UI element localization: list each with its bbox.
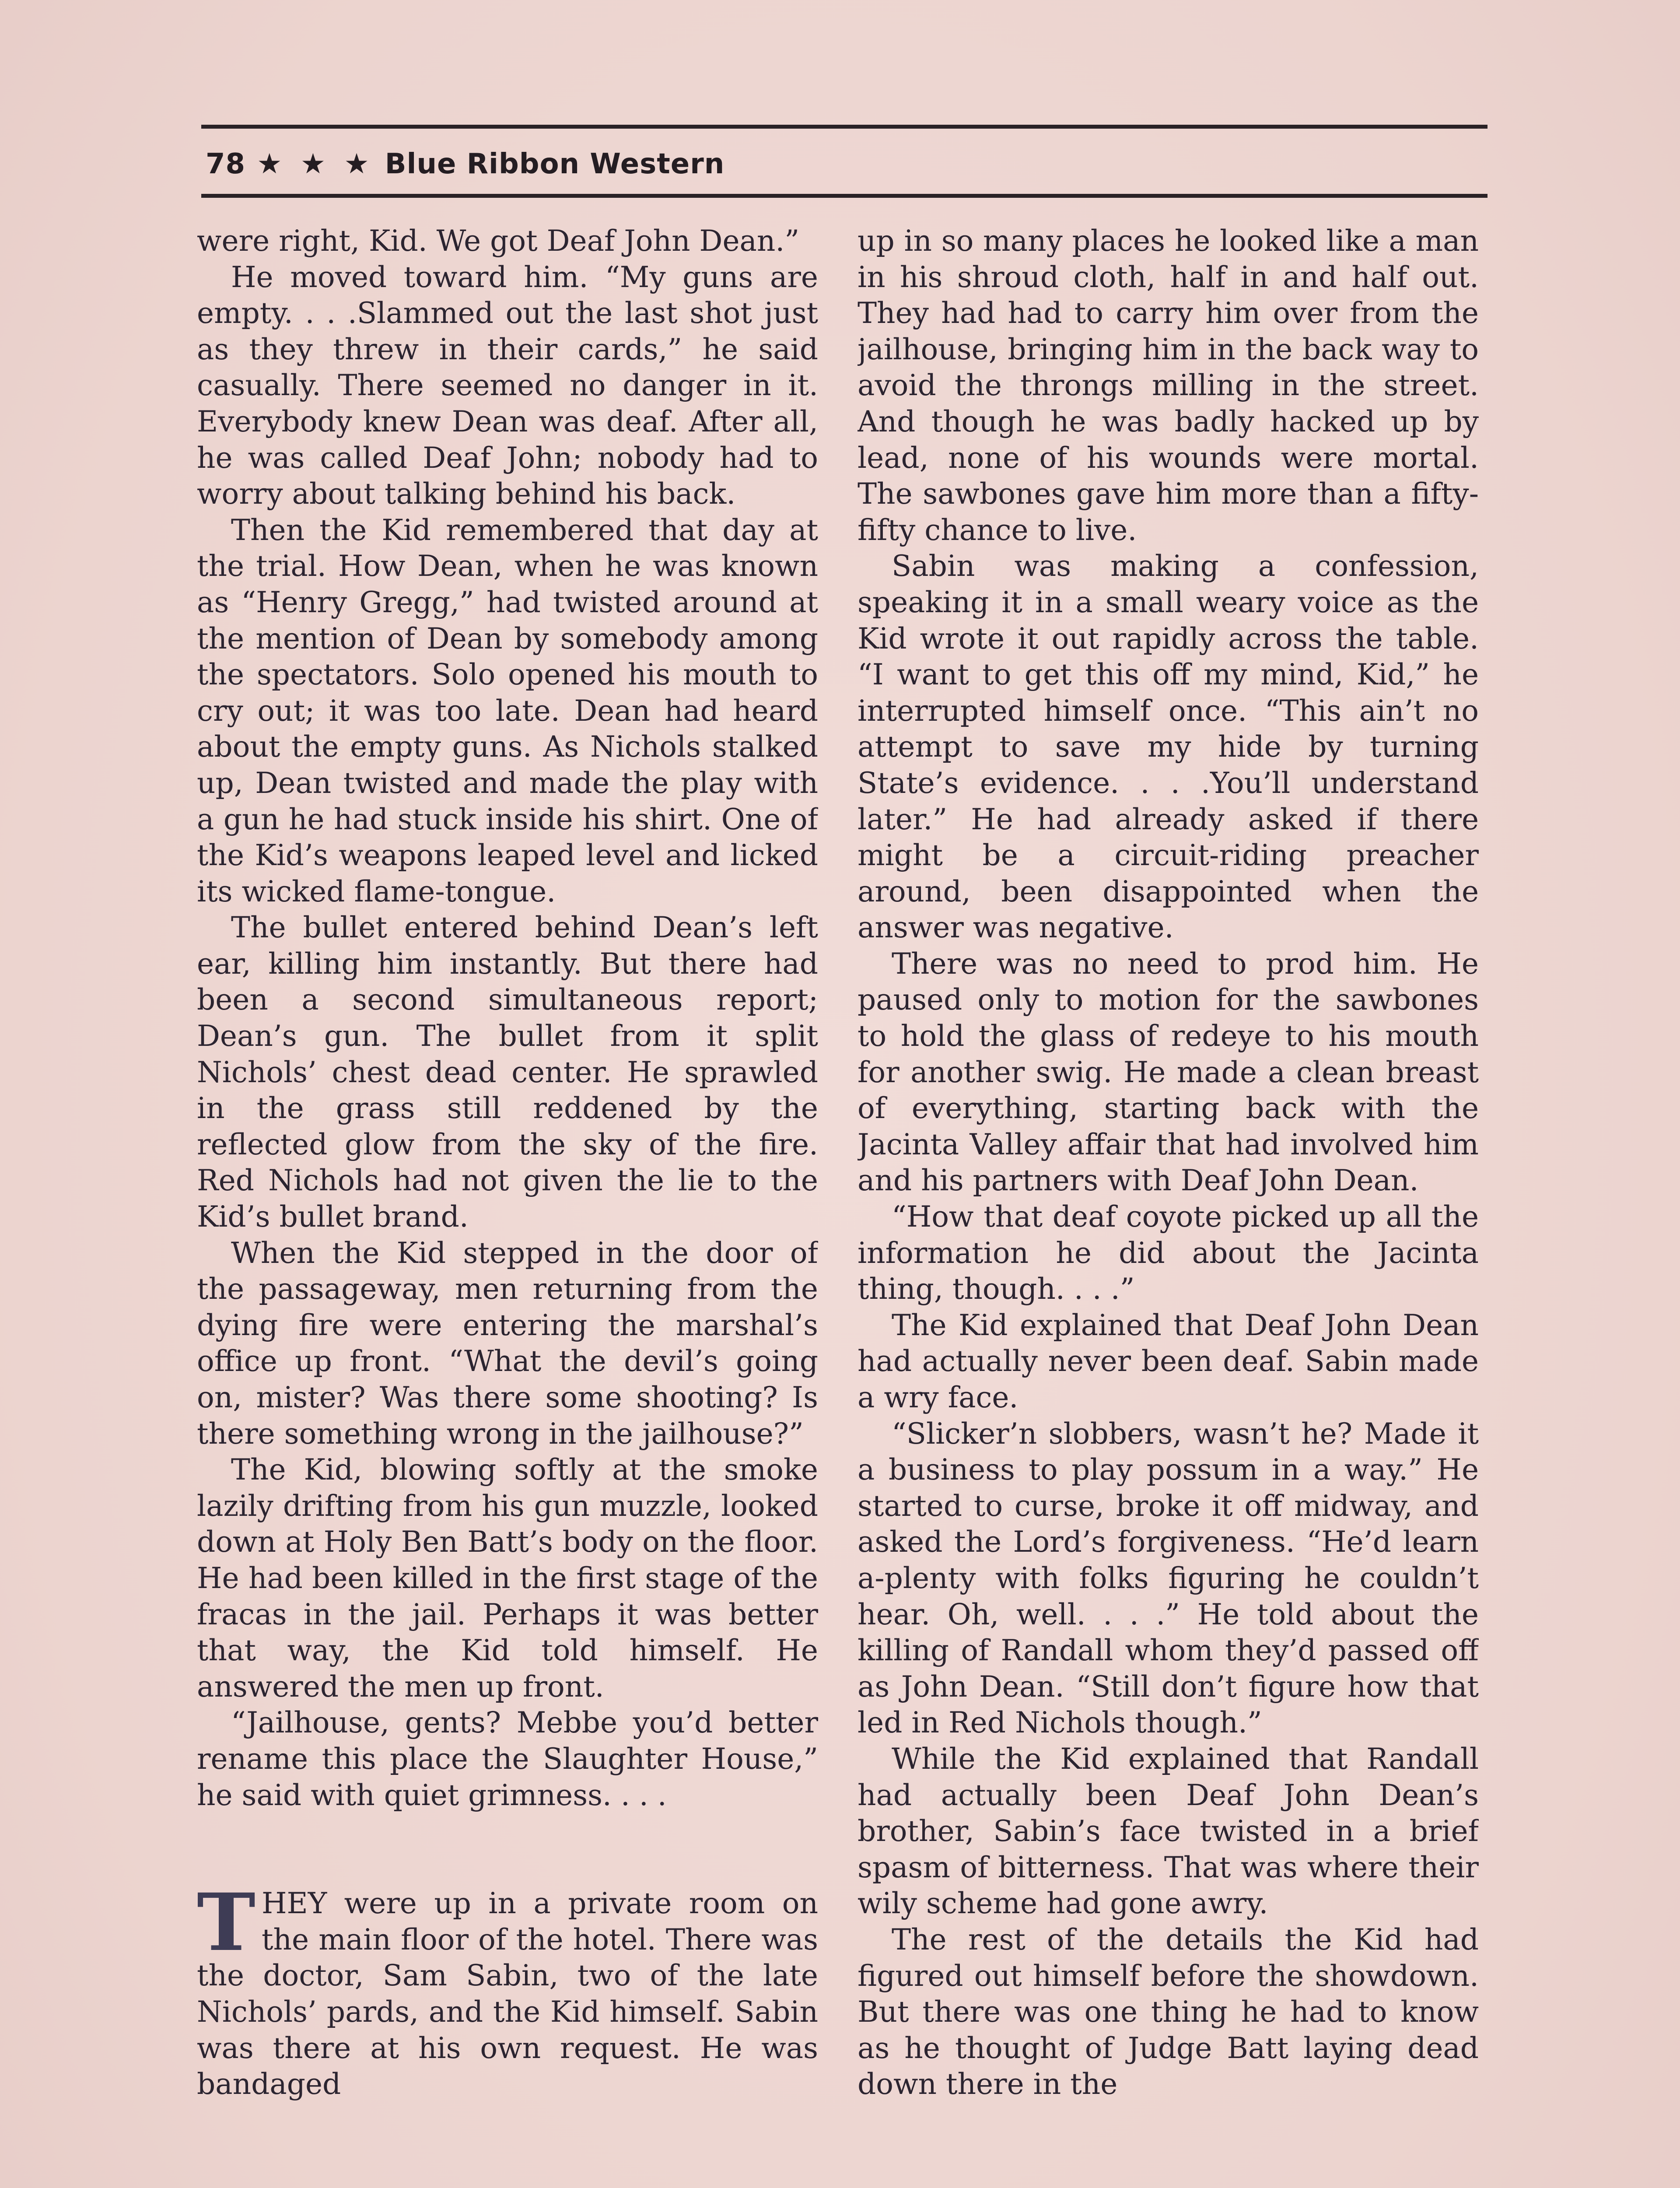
running-header bbox=[206, 138, 724, 190]
story-paragraph: When the Kid stepped in the door of the passageway, men returning from the dying fire were entering the marshal’s office up front. “What the devil’s going on, mister? Was there some shooting? Is there something wrong in the jailhouse?” bbox=[197, 1236, 818, 1451]
story-paragraph: were right, Kid. We got Deaf John Dean.” bbox=[197, 224, 800, 258]
story-paragraph: There was no need to prod him. He paused only to motion for the sawbones to hold the glass of redeye to his mouth for another swig. He made a clean breast of everything, starting back with the Jacinta Valley affair that had involved him and his partners with Deaf John Dean. bbox=[858, 947, 1479, 1198]
star-ornaments: ★ ★ ★ bbox=[257, 148, 374, 180]
magazine-title: Blue Ribbon Western bbox=[385, 148, 725, 180]
story-paragraph: The rest of the details the Kid had figured out himself before the showdown. But there was one thing he had to know as he thought of Judge Batt laying dead down there in the bbox=[858, 1922, 1479, 2101]
story-paragraph: up in so many places he looked like a man in his shroud cloth, half in and half out. They had had to carry him over from the jailhouse, bringing him in the back way to avoid the throngs milling in the street. And though he was badly hacked up by lead, none of his wounds were mortal. The sawbones gave him more than a fifty-fifty chance to live. bbox=[858, 224, 1479, 547]
right-text-column bbox=[858, 223, 1479, 2188]
story-paragraph: “Jailhouse, gents? Mebbe you’d better rename this place the Slaughter House,” he said with quiet grimness. . . . bbox=[197, 1706, 818, 1812]
story-paragraph: He moved toward him. “My guns are empty. . . .Slammed out the last shot just as they threw in their cards,” he said casually. There seemed no danger in it. Everybody knew Dean was deaf. After all, he was called Deaf John; nobody had to worry about talking behind his back. bbox=[197, 260, 818, 511]
left-text-column bbox=[197, 223, 818, 2188]
section-break bbox=[197, 1813, 818, 1886]
story-paragraph: Then the Kid remembered that day at the trial. How Dean, when he was known as “Henry Gregg,” had twisted around at the mention of Dean by somebody among the spectators. Solo opened his mouth to cry out; it was too late. Dean had heard about the empty guns. As Nichols stalked up, Dean twisted and made the play with a gun he had stuck inside his shirt. One of the Kid’s weapons leaped level and licked its wicked flame-tongue. bbox=[197, 513, 818, 908]
story-paragraph: The Kid, blowing softly at the smoke lazily drifting from his gun muzzle, looked down at Holy Ben Batt’s body on the floor. He had been killed in the first stage of the fracas in the jail. Perhaps it was better that way, the Kid told himself. He answered the men up front. bbox=[197, 1453, 818, 1704]
header-top-rule bbox=[201, 125, 1488, 129]
header-bottom-rule bbox=[201, 194, 1488, 198]
story-paragraph: “Slicker’n slobbers, wasn’t he? Made it a business to play possum in a way.” He started to curse, broke it off midway, and asked the Lord’s forgiveness. “He’d learn a-plenty with folks figuring he couldn’t hear. Oh, well. . . .” He told about the killing of Randall whom they’d passed off as John Dean. “Still don’t figure how that led in Red Nichols though.” bbox=[858, 1417, 1479, 1740]
story-paragraph: While the Kid explained that Randall had actually been Deaf John Dean’s brother, Sabin’s face twisted in a brief spasm of bitterness. That was where their wily scheme had gone awry. bbox=[858, 1742, 1479, 1921]
page-number: 78 bbox=[206, 148, 246, 180]
story-paragraph: “How that deaf coyote picked up all the information he did about the Jacinta thing, though. . . .” bbox=[858, 1200, 1479, 1306]
story-paragraph: Sabin was making a confession, speaking it in a small weary voice as the Kid wrote it out rapidly across the table. “I want to get this off my mind, Kid,” he interrupted himself once. “This ain’t no attempt to save my hide by turning State’s evidence. . . .You’ll understand later.” He had already asked if there might be a circuit-riding preacher around, been disappointed when the answer was negative. bbox=[858, 549, 1479, 945]
section-opening-paragraph bbox=[197, 1876, 818, 2103]
story-paragraph: The Kid explained that Deaf John Dean had actually never been deaf. Sabin made a wry face. bbox=[858, 1308, 1479, 1414]
drop-cap: T bbox=[197, 1876, 256, 1969]
drop-cap-paragraph-text: HEY were up in a private room on the main floor of the hotel. There was the doctor, Sam Sabin, two of the late Nichols’ pards, and the Kid himself. Sabin was there at his own request. He was bandaged bbox=[197, 1886, 818, 2101]
story-paragraph: The bullet entered behind Dean’s left ear, killing him instantly. But there had been a second simultaneous report; Dean’s gun. The bullet from it split Nichols’ chest dead center. He sprawled in the grass still reddened by the reflected glow from the sky of the fire. Red Nichols had not given the lie to the Kid’s bullet brand. bbox=[197, 911, 818, 1234]
